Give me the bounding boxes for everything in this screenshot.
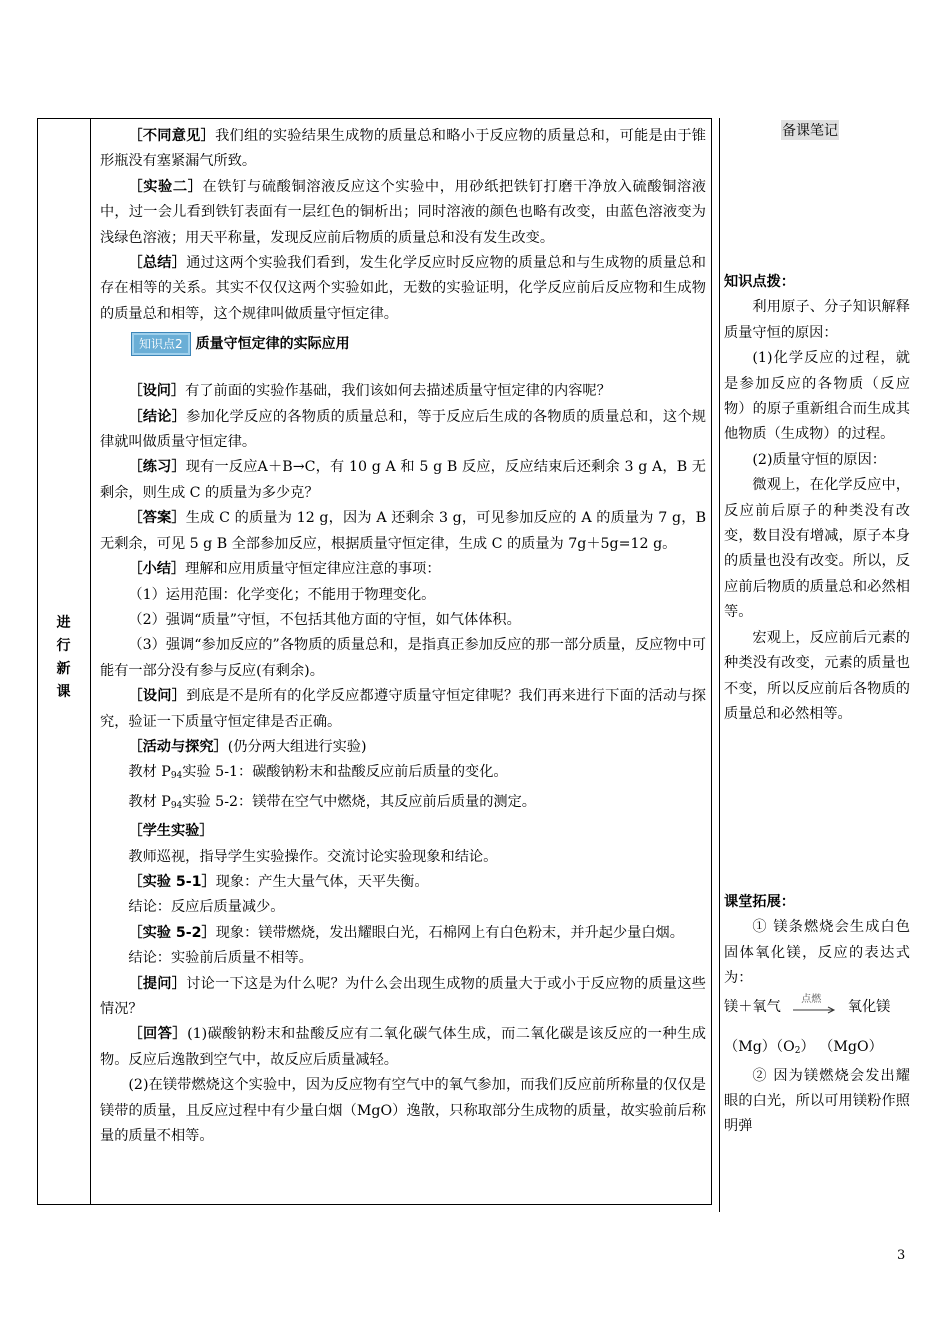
section-label: 进 行 新 课 [56,615,71,700]
lesson-content [100,124,706,1149]
notes-column-divider [719,118,720,1212]
paragraph-reply-1: ［回答］(1)碳酸钠粉末和盐酸反应有二氧化碳气体生成，而二氧化碳是该反应的一种生成物。反应后逸散到空气中，故反应后质量减轻。 [100,1026,706,1068]
paragraph-point-3: （3）强调“参加反应的”各物质的质量总和，是指真正参加反应的那一部分质量，反应物中可能有一部分没有参与反应(有剩余)。 [100,637,706,679]
extension-point-2: ② 因为镁燃烧会发出耀眼的白光，所以可用镁粉作照明弹 [724,1067,910,1135]
knowledge-point-title: 质量守恒定律的实际应用 [195,335,350,352]
paragraph-point-2: （2）强调“质量”守恒，不包括其他方面的守恒，如气体体积。 [128,611,521,628]
page-number: 3 [897,1248,906,1263]
paragraph-reply-2: (2)在镁带燃烧这个实验中，因为反应物有空气中的氧气参加，而我们反应前所称量的仅仅是镁带的质量，且反应过程中有少量白烟（MgO）逸散，只称取部分生成物的质量，故实验前后称量的质量不相等。 [100,1077,706,1145]
reaction-arrow-icon: 点燃 [791,994,837,1020]
paragraph-student-experiment: ［学生实验］ [128,823,214,840]
tips-heading: 知识点拨： [724,274,795,290]
paragraph-question: ［设问］有了前面的实验作基础，我们该如何去描述质量守恒定律的内容呢？ [128,383,611,400]
paragraph-brief-summary: ［小结］理解和应用质量守恒定律应注意的事项： [128,561,441,578]
paragraph-exp-5-1-conclusion: 结论：反应后质量减少。 [128,899,285,916]
tips-micro: 微观上，在化学反应中，反应前后原子的种类没有改变，数目没有增减，原子本身的质量也没有改变。所以，反应前后物质的质量总和必然相等。 [724,477,910,621]
paragraph-ask: ［提问］讨论一下这是为什么呢？为什么会出现生成物的质量大于或小于反应物的质量这些情况？ [100,975,706,1017]
tips-macro: 宏观上，反应前后元素的种类没有改变，元素的质量也不变，所以反应前后各物质的质量总和必然相等。 [724,629,910,722]
extension-heading: 课堂拓展： [724,894,795,910]
paragraph-experiment-two: ［实验二］在铁钉与硫酸铜溶液反应这个实验中，用砂纸把铁钉打磨干净放入硫酸铜溶液中，过一会儿看到铁钉表面有一层红色的铜析出；同时溶液的颜色也略有改变，由蓝色溶液变为浅绿色溶液；用天平称量，发现反应前后物质的质量总和没有发生改变。 [100,178,706,246]
extension-point-1: ① 镁条燃烧会生成白色固体氧化镁，反应的表达式为： [724,919,910,987]
reaction-equation: 镁＋氧气 点燃 氧化镁 [724,994,910,1020]
paragraph-question-2: ［设问］到底是不是所有的化学反应都遵守质量守恒定律呢？我们再来进行下面的活动与探究，验证一下质量守恒定律是否正确。 [100,688,706,730]
notes-title: 备课笔记 [781,120,839,140]
paragraph-teacher-guide: 教师巡视，指导学生实验操作。交流讨论实验现象和结论。 [128,848,498,865]
arrow-icon [791,994,837,1020]
tips-point-2: (2)质量守恒的原因： [752,451,886,468]
paragraph-exp-5-1: ［实验 5-1］现象：产生大量气体，天平失衡。 [128,873,429,890]
tips-section [724,270,910,727]
reaction-formulas: $(Mg)(O_2)$ （MgO） [724,1038,883,1056]
paragraph-point-1: （1）运用范围：化学变化；不能用于物理变化。 [128,586,436,603]
tips-intro: 利用原子、分子知识解释质量守恒的原因： [724,299,910,341]
tips-point-1: (1)化学反应的过程，就是参加反应的各物质（反应物）的原子重新组合而生成其他物质（生成物）的过程。 [724,350,910,443]
paragraph-exp-5-2-conclusion: 结论：实验前后质量不相等。 [128,950,313,967]
paragraph-summary: ［总结］通过这两个实验我们看到，发生化学反应时反应物的质量总和与生成物的质量总和存在相等的关系。其实不仅仅这两个实验如此，无数的实验证明，化学反应前后反应物和生成物的质量总和相等，这个规律叫做质量守恒定律。 [100,255,706,322]
extension-section [724,890,910,1140]
paragraph-exp-5-2: ［实验 5-2］现象：镁带燃烧，发出耀眼白光，石棉网上有白色粉末，并升起少量白烟。 [128,924,684,941]
paragraph-conclusion: ［结论］参加化学反应的各物质的质量总和，等于反应后生成的各物质的质量总和，这个规律就叫做质量守恒定律。 [100,408,706,451]
knowledge-point-heading [132,329,706,359]
paragraph-exercise: ［练习］现有一反应A＋B→C，有 10 g A 和 5 g B 反应，反应结束后还剩余 3 g A，B 无剩余，则生成 C 的质量为多少克？ [100,459,706,501]
knowledge-point-badge: 知识点2 [132,333,190,355]
paragraph-textbook-5-1: 教材 $P_{94}$实验 5-1：碳酸钠粉末和盐酸反应前后质量的变化。 [128,764,508,782]
paragraph-activity: ［活动与探究］(仍分两大组进行实验) [128,738,367,755]
paragraph-textbook-5-2: 教材 $P_{94}$实验 5-2：镁带在空气中燃烧，其反应前后质量的测定。 [128,793,536,811]
paragraph-different-opinion: ［不同意见］我们组的实验结果生成物的质量总和略小于反应物的质量总和，可能是由于锥形瓶没有塞紧漏气所致。 [100,128,706,170]
table-column-divider [90,118,91,1205]
paragraph-answer: ［答案］生成 C 的质量为 12 g，因为 A 还剩余 3 g，可见参加反应的 A 的质量为 7 g，B 无剩余，可见 5 g B 全部参加反应，根据质量守恒定律，生成 C 的质量为 7g＋5g=12 g。 [100,510,706,552]
